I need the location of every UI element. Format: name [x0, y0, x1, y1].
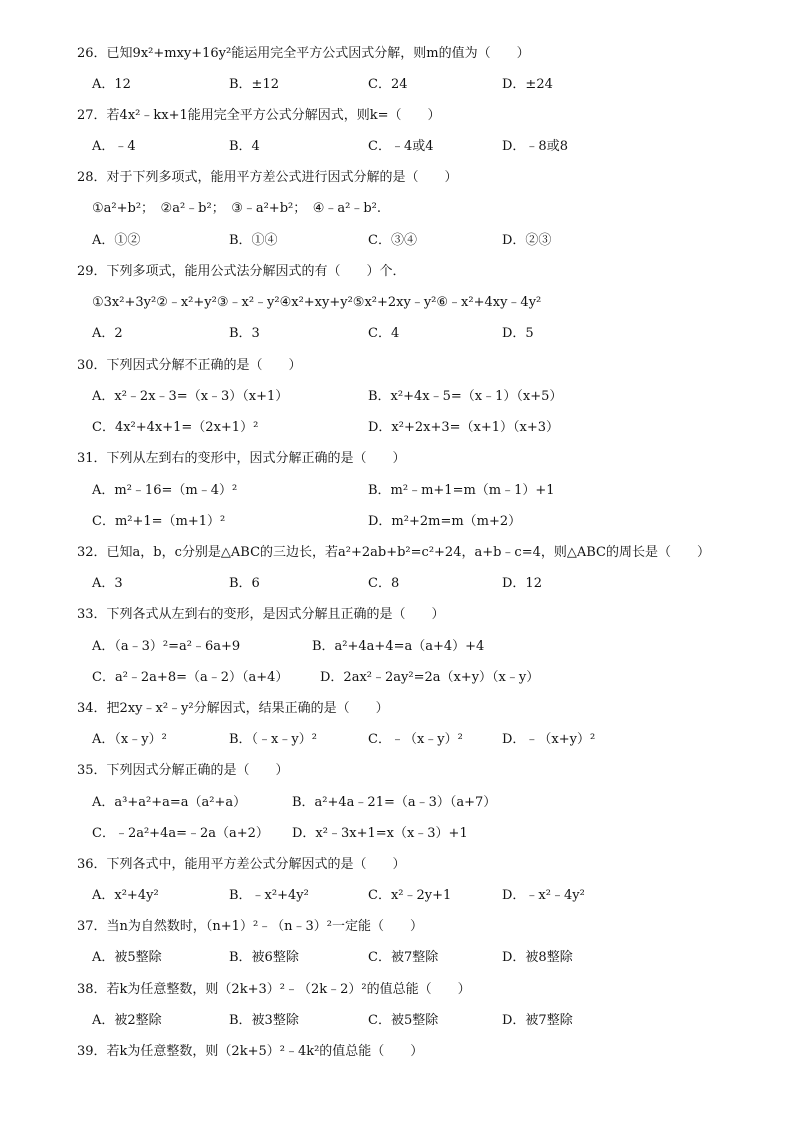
option-a[interactable]: A．（x﹣y）²	[92, 732, 167, 747]
option-b[interactable]: B．a²+4a﹣21=（a﹣3）（a+7）	[292, 795, 497, 810]
question-28-stem: 28．对于下列多项式，能用平方差公式进行因式分解的是（ ）	[77, 170, 458, 185]
option-b[interactable]: B．被3整除	[229, 1013, 299, 1028]
option-c[interactable]: C．③④	[368, 233, 417, 248]
option-d[interactable]: D．5	[502, 326, 534, 341]
option-b[interactable]: B．4	[229, 139, 260, 154]
question-28-options	[0, 231, 794, 251]
option-d[interactable]: D．x²+2x+3=（x+1）（x+3）	[368, 420, 560, 435]
question-38-options	[0, 1011, 794, 1031]
question-26-options	[0, 75, 794, 95]
option-a[interactable]: A．（a﹣3）²=a²﹣6a+9	[92, 639, 241, 654]
question-30-stem: 30．下列因式分解不正确的是（ ）	[77, 358, 302, 373]
option-c[interactable]: C．4x²+4x+1=（2x+1）²	[92, 420, 259, 435]
question-37-options	[0, 948, 794, 968]
question-31-options-ab	[0, 481, 794, 501]
option-b[interactable]: B．被6整除	[229, 950, 299, 965]
option-d[interactable]: D．±24	[502, 77, 553, 92]
question-35-options-cd	[0, 824, 794, 844]
question-35-stem: 35．下列因式分解正确的是（ ）	[77, 763, 289, 778]
option-c[interactable]: C．x²﹣2y+1	[368, 888, 452, 903]
option-d[interactable]: D．被8整除	[502, 950, 573, 965]
option-c[interactable]: C．﹣（x﹣y）²	[368, 732, 463, 747]
question-30-options-ab	[0, 387, 794, 407]
question-32-stem: 32．已知a，b，c分别是△ABC的三边长，若a²+2ab+b²=c²+24，a+b﹣c=4，则△ABC的周长是（ ）	[77, 545, 711, 560]
option-b[interactable]: B．x²+4x﹣5=（x﹣1）（x+5）	[368, 389, 563, 404]
question-36-options	[0, 886, 794, 906]
option-d[interactable]: D．x²﹣3x+1=x（x﹣3）+1	[292, 826, 468, 841]
option-c[interactable]: C．﹣2a²+4a=﹣2a（a+2）	[92, 826, 269, 841]
option-d[interactable]: D．m²+2m=m（m+2）	[368, 514, 522, 529]
option-b[interactable]: B．6	[229, 576, 260, 591]
question-30-options-cd	[0, 418, 794, 438]
question-29-stem: 29．下列多项式，能用公式法分解因式的有（ ）个．	[77, 264, 406, 279]
question-35-options-ab	[0, 793, 794, 813]
question-27-stem: 27．若4x²﹣kx+1能用完全平方公式分解因式，则k=（ ）	[77, 108, 441, 123]
question-34-options	[0, 730, 794, 750]
option-a[interactable]: A．x²﹣2x﹣3=（x﹣3）（x+1）	[92, 389, 289, 404]
question-27-options	[0, 137, 794, 157]
question-38-stem: 38．若k为任意整数，则（2k+3）²﹣（2k﹣2）²的值总能（ ）	[77, 982, 471, 997]
option-b[interactable]: B．±12	[229, 77, 279, 92]
question-37-stem: 37．当n为自然数时，（n+1）²﹣（n﹣3）²一定能（ ）	[77, 919, 424, 934]
option-c[interactable]: C．24	[368, 77, 408, 92]
option-b[interactable]: B．a²+4a+4=a（a+4）+4	[312, 639, 485, 654]
question-39-stem: 39．若k为任意整数，则（2k+5）²﹣4k²的值总能（ ）	[77, 1044, 424, 1059]
option-b[interactable]: B．3	[229, 326, 260, 341]
option-b[interactable]: B．①④	[229, 233, 278, 248]
option-d[interactable]: D．2ax²﹣2ay²=2a（x+y）（x﹣y）	[320, 670, 540, 685]
option-c[interactable]: C．被7整除	[368, 950, 439, 965]
option-a[interactable]: A．m²﹣16=（m﹣4）²	[92, 483, 238, 498]
question-33-stem: 33．下列各式从左到右的变形，是因式分解且正确的是（ ）	[77, 607, 445, 622]
question-31-stem: 31．下列从左到右的变形中，因式分解正确的是（ ）	[77, 451, 406, 466]
option-a[interactable]: A．12	[92, 77, 131, 92]
option-a[interactable]: A．被5整除	[92, 950, 162, 965]
option-d[interactable]: D．②③	[502, 233, 552, 248]
option-a[interactable]: A．①②	[92, 233, 141, 248]
option-a[interactable]: A．3	[92, 576, 123, 591]
question-34-stem: 34．把2xy﹣x²﹣y²分解因式，结果正确的是（ ）	[77, 701, 389, 716]
option-d[interactable]: D．12	[502, 576, 542, 591]
option-c[interactable]: C．被5整除	[368, 1013, 439, 1028]
question-28-items: ①a²+b²； ②a²﹣b²； ③﹣a²+b²； ④﹣a²﹣b².	[92, 201, 382, 216]
option-c[interactable]: C．4	[368, 326, 400, 341]
option-a[interactable]: A．﹣4	[92, 139, 136, 154]
option-b[interactable]: B．（﹣x﹣y）²	[229, 732, 317, 747]
question-26-stem: 26．已知9x²+mxy+16y²能运用完全平方公式因式分解，则m的值为（ ）	[77, 46, 530, 61]
option-d[interactable]: D．﹣x²﹣4y²	[502, 888, 585, 903]
option-a[interactable]: A．x²+4y²	[92, 888, 159, 903]
question-32-options	[0, 574, 794, 594]
option-a[interactable]: A．被2整除	[92, 1013, 162, 1028]
option-c[interactable]: C．﹣4或4	[368, 139, 434, 154]
option-c[interactable]: C．a²﹣2a+8=（a﹣2）（a+4）	[92, 670, 289, 685]
question-33-options-ab	[0, 637, 794, 657]
option-b[interactable]: B．m²﹣m+1=m（m﹣1）+1	[368, 483, 555, 498]
option-a[interactable]: A．2	[92, 326, 123, 341]
option-d[interactable]: D．被7整除	[502, 1013, 573, 1028]
question-29-items: ①3x²+3y²②﹣x²+y²③﹣x²﹣y²④x²+xy+y²⑤x²+2xy﹣y²⑥﹣x²+4xy﹣4y²	[92, 295, 542, 310]
question-31-options-cd	[0, 512, 794, 532]
option-c[interactable]: C．m²+1=（m+1）²	[92, 514, 226, 529]
option-d[interactable]: D．﹣8或8	[502, 139, 568, 154]
option-b[interactable]: B．﹣x²+4y²	[229, 888, 309, 903]
option-c[interactable]: C．8	[368, 576, 400, 591]
option-d[interactable]: D．﹣（x+y）²	[502, 732, 596, 747]
question-36-stem: 36．下列各式中，能用平方差公式分解因式的是（ ）	[77, 857, 406, 872]
question-33-options-cd	[0, 668, 794, 688]
question-29-options	[0, 324, 794, 344]
option-a[interactable]: A．a³+a²+a=a（a²+a）	[92, 795, 247, 810]
